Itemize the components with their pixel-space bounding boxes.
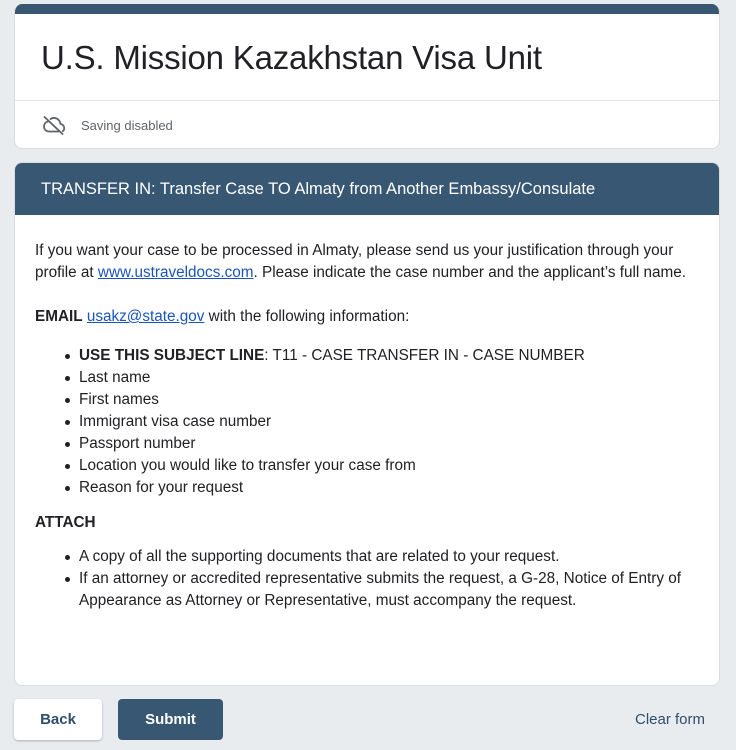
email-paragraph [35, 306, 693, 328]
attach-list [35, 546, 693, 612]
back-button[interactable]: Back [14, 699, 102, 740]
saving-status [15, 101, 719, 149]
section-header: TRANSFER IN: Transfer Case TO Almaty from Another Embassy/Consulate [15, 163, 719, 215]
email-info-list [35, 345, 693, 499]
intro-paragraph [35, 240, 693, 284]
list-item: A copy of all the supporting documents that are related to your request. [35, 546, 693, 568]
ustraveldocs-link[interactable]: www.ustraveldocs.com [97, 264, 254, 281]
intro-text: If you want your case to be processed in Almaty, please send us your justification through your profile at [35, 242, 674, 281]
form-title: U.S. Mission Kazakhstan Visa Unit [41, 39, 542, 76]
attach-label: ATTACH [35, 514, 96, 531]
list-item: If an attorney or accredited representative submits the request, a G-28, Notice of Entry of Appearance as Attorney or Representative, must accompany the request. [35, 568, 693, 612]
form-title-card [14, 4, 720, 149]
clear-form-button[interactable]: Clear form [634, 711, 705, 728]
list-item: Passport number [35, 433, 693, 455]
email-after-text: with the following information: [204, 308, 410, 325]
list-item: Last name [35, 367, 693, 389]
cloud-off-icon [41, 115, 67, 135]
subject-line-text: : T11 - CASE TRANSFER IN - CASE NUMBER [264, 347, 585, 364]
list-item: Location you would like to transfer your case from [35, 455, 693, 477]
intro-text-end: . Please indicate the case number and the applicant’s full name. [253, 264, 687, 281]
saving-status-text: Saving disabled [81, 117, 173, 133]
email-link[interactable]: usakz@state.gov [86, 308, 205, 325]
section-description [15, 215, 719, 612]
title-accent-bar [15, 4, 719, 14]
section-card [14, 162, 720, 686]
email-label: EMAIL [35, 308, 83, 325]
list-item: Immigrant visa case number [35, 411, 693, 433]
list-item: First names [35, 389, 693, 411]
submit-button[interactable]: Submit [118, 699, 223, 740]
subject-line-label: USE THIS SUBJECT LINE [79, 347, 265, 364]
list-item [35, 345, 693, 367]
list-item: Reason for your request [35, 477, 693, 499]
